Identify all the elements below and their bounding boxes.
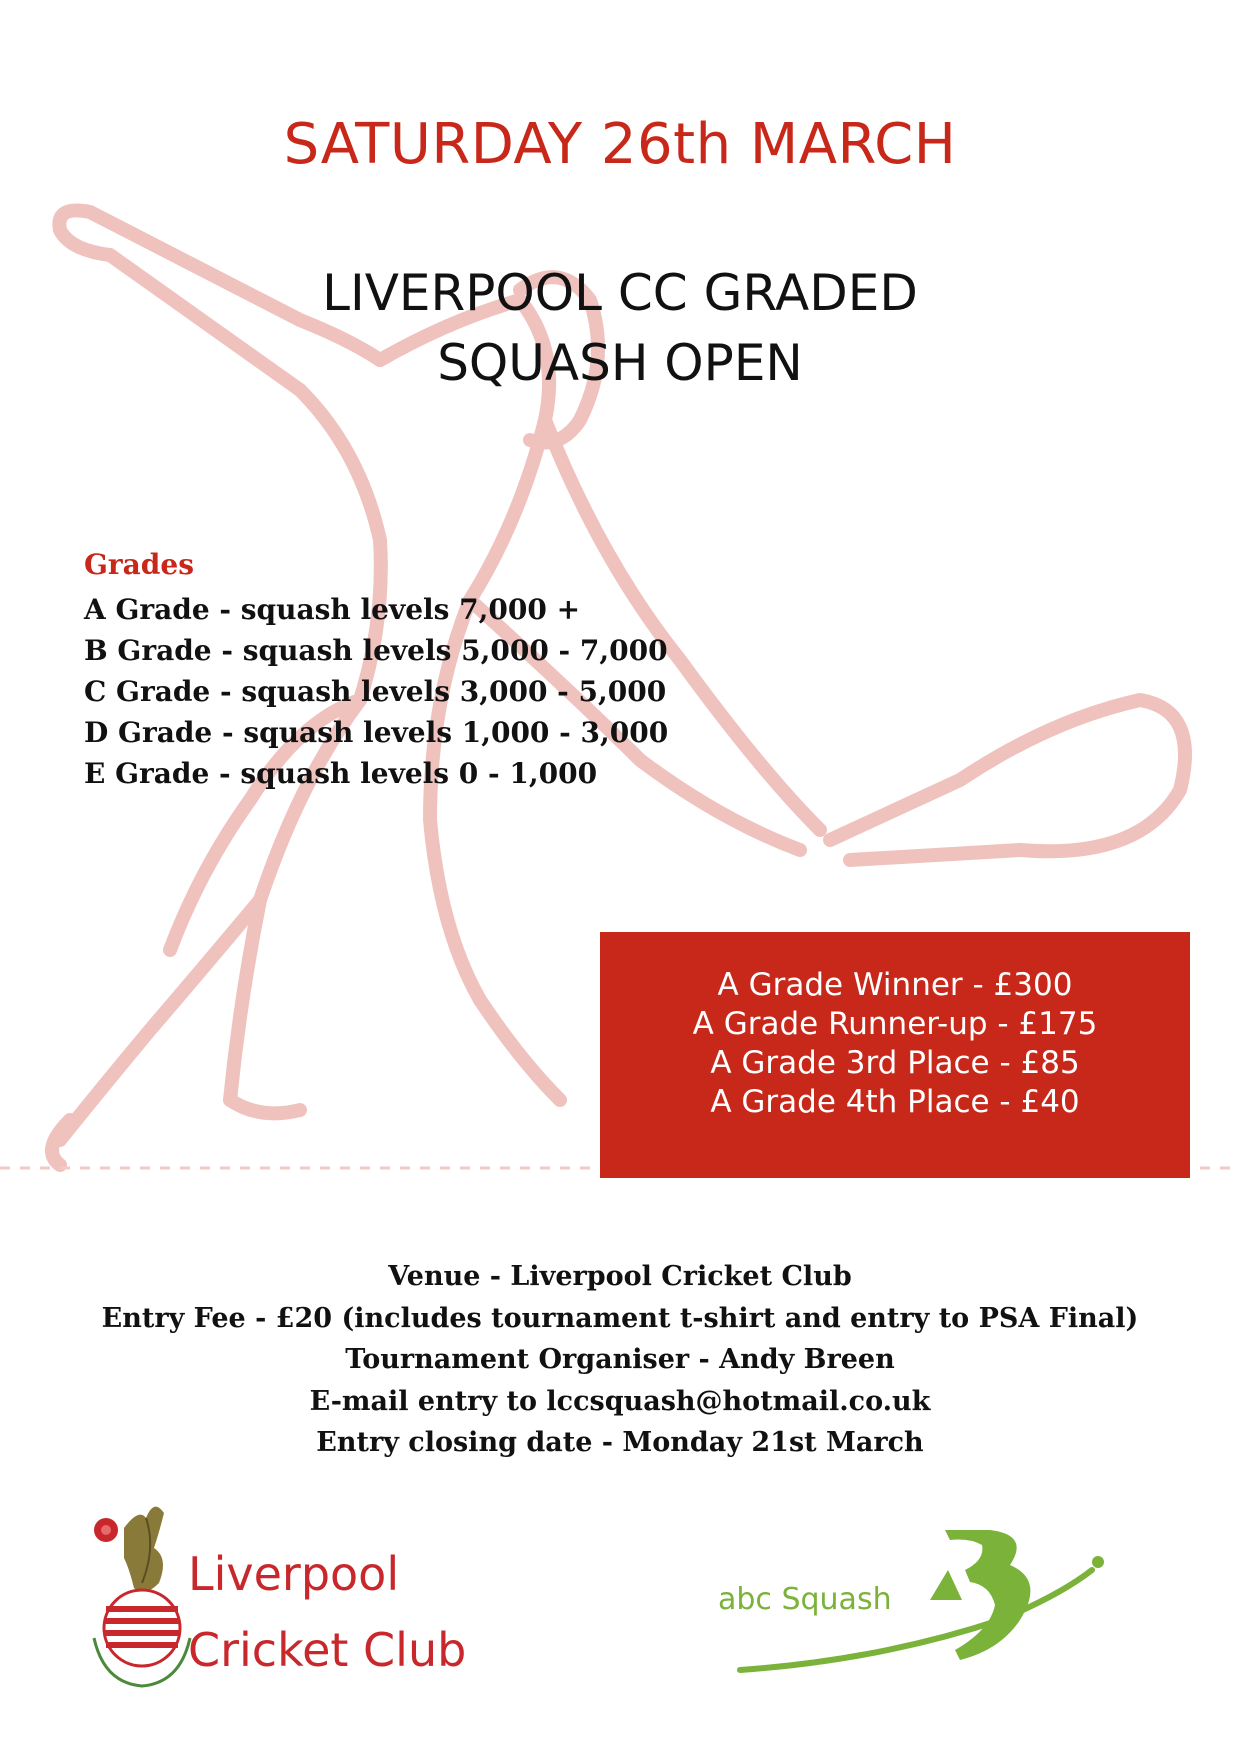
lcc-wordmark-line1: Liverpool [188, 1547, 400, 1601]
prize-fourth: A Grade 4th Place - £40 [710, 1084, 1080, 1120]
grade-e: E Grade - squash levels 0 - 1,000 [84, 757, 598, 790]
prize-box [600, 932, 1190, 1178]
grades-section [84, 548, 668, 794]
prize-winner: A Grade Winner - £300 [717, 967, 1073, 1003]
grade-a: A Grade - squash levels 7,000 + [84, 593, 581, 626]
info-closing-date: Entry closing date - Monday 21st March [316, 1427, 924, 1458]
grades-heading: Grades [84, 548, 194, 581]
prize-runner-up: A Grade Runner-up - £175 [692, 1006, 1098, 1042]
prize-third: A Grade 3rd Place - £85 [710, 1045, 1080, 1081]
grade-b: B Grade - squash levels 5,000 - 7,000 [84, 634, 668, 667]
info-entry-fee: Entry Fee - £20 (includes tournament t-shirt and entry to PSA Final) [101, 1302, 1139, 1334]
info-email[interactable]: E-mail entry to lccsquash@hotmail.co.uk [309, 1385, 931, 1417]
info-venue: Venue - Liverpool Cricket Club [388, 1261, 852, 1292]
abc-squash-wordmark: abc Squash [718, 1582, 892, 1617]
event-title-line1: LIVERPOOL CC GRADED [322, 264, 918, 322]
info-organiser: Tournament Organiser - Andy Breen [345, 1344, 895, 1375]
grade-c: C Grade - squash levels 3,000 - 5,000 [84, 675, 667, 708]
lcc-wordmark [188, 1536, 466, 1688]
event-title [0, 258, 1240, 398]
event-info [0, 1256, 1240, 1464]
lcc-wordmark-line2: Cricket Club [188, 1623, 467, 1677]
event-title-line2: SQUASH OPEN [437, 334, 803, 392]
grade-d: D Grade - squash levels 1,000 - 3,000 [84, 716, 669, 749]
event-date: SATURDAY 26th MARCH [283, 112, 957, 177]
